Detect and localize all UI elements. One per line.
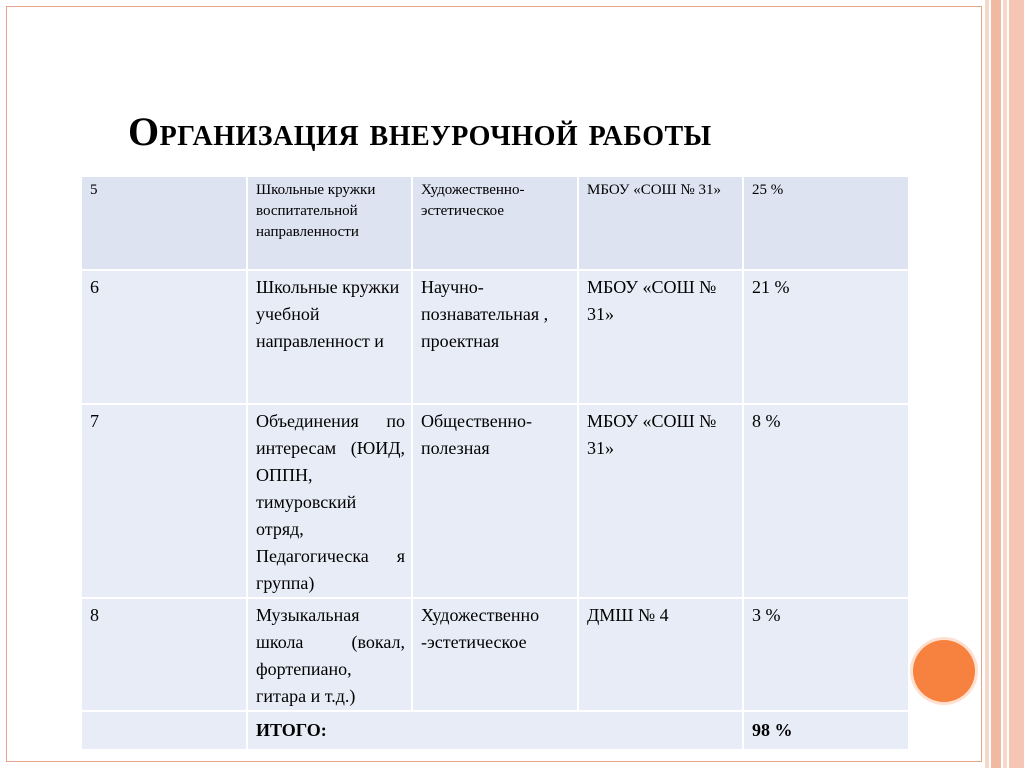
row-number: 5 — [81, 176, 247, 270]
decor-circle — [913, 640, 975, 702]
table-row — [81, 404, 909, 598]
table-row — [81, 598, 909, 711]
activity-percent: 21 % — [743, 270, 909, 404]
row-number: 7 — [81, 404, 247, 598]
activity-place: ДМШ № 4 — [578, 598, 743, 711]
activity-place: МБОУ «СОШ № 31» — [578, 404, 743, 598]
activity-name: Объединения по интересам (ЮИД, ОППН, тимуровский отряд, Педагогическа я группа) — [247, 404, 412, 598]
row-number: 6 — [81, 270, 247, 404]
total-label: ИТОГО: — [247, 711, 743, 750]
activities-table — [80, 175, 910, 751]
decor-stripe — [1009, 0, 1024, 768]
slide-title: Организация внеурочной работы — [128, 109, 712, 154]
activity-name: Музыкальная школа (вокал, фортепиано, гитара и т.д.) — [247, 598, 412, 711]
activity-direction: Научно-познавательная , проектная — [412, 270, 578, 404]
total-row — [81, 711, 909, 750]
total-empty-cell — [81, 711, 247, 750]
activity-name: Школьные кружки воспитательной направленности — [247, 176, 412, 270]
total-percent: 98 % — [743, 711, 909, 750]
activity-name: Школьные кружки учебной направленност и — [247, 270, 412, 404]
activity-percent: 8 % — [743, 404, 909, 598]
activity-direction: Художественно-эстетическое — [412, 176, 578, 270]
table-row — [81, 270, 909, 404]
activity-percent: 3 % — [743, 598, 909, 711]
table-row — [81, 176, 909, 270]
activity-place: МБОУ «СОШ № 31» — [578, 176, 743, 270]
activity-percent: 25 % — [743, 176, 909, 270]
activity-place: МБОУ «СОШ № 31» — [578, 270, 743, 404]
decor-stripe — [1003, 0, 1007, 768]
decor-stripe — [985, 0, 989, 768]
activity-direction: Художественно -эстетическое — [412, 598, 578, 711]
row-number: 8 — [81, 598, 247, 711]
activity-direction: Общественно-полезная — [412, 404, 578, 598]
decor-stripe — [991, 0, 1001, 768]
